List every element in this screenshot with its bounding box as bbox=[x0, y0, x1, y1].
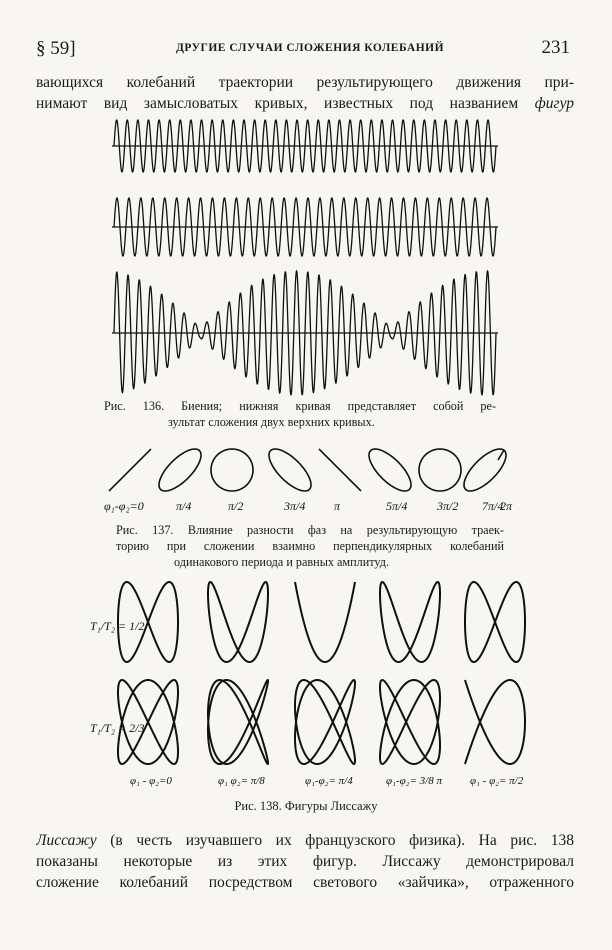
phase-label-1: φ₁-φ₂=0 bbox=[104, 499, 144, 513]
paragraph-bottom-line-3: сложение колебаний посредством светового «зайчика», отраженного bbox=[36, 874, 574, 891]
paragraph-top bbox=[36, 72, 574, 114]
lissajous-phase-label-3: φ₁-φ₂= π/4 bbox=[305, 775, 353, 787]
caption-136-line-2: зультат сложения двух верхних кривых. bbox=[168, 415, 375, 429]
lissajous-1-2-5 bbox=[465, 582, 525, 662]
ratio-label-1: T₁/T₂ = 1/2 bbox=[90, 619, 145, 633]
term-lissajous: Лиссажу bbox=[36, 832, 97, 849]
phase-label-4: 3π/4 bbox=[284, 499, 306, 513]
phase-label-3: π/2 bbox=[228, 499, 244, 513]
phase-label-8: 7π/4 bbox=[482, 499, 504, 513]
phase-shape-7 bbox=[419, 449, 461, 491]
paragraph-bottom-line-1-text: (в честь изучавшего их французского физика). На рис. 138 bbox=[96, 832, 574, 849]
caption-137-line-2: торию при сложении взаимно перпендикулярных колебаний bbox=[116, 539, 504, 553]
phase-label-9: 2π bbox=[500, 499, 513, 513]
phase-label-6: 5π/4 bbox=[386, 499, 408, 513]
figure-138 bbox=[0, 572, 612, 813]
lissajous-1-2-2 bbox=[208, 582, 268, 662]
lissajous-figures bbox=[0, 572, 612, 802]
phase-shape-2pi bbox=[498, 450, 504, 460]
caption-137 bbox=[116, 522, 504, 570]
lissajous-2-3-3 bbox=[295, 680, 355, 764]
phase-shape-8 bbox=[464, 449, 506, 491]
beats-plot bbox=[0, 115, 612, 405]
phase-shapes bbox=[0, 440, 612, 520]
figure-136 bbox=[0, 115, 612, 429]
paragraph-top-line-2 bbox=[36, 93, 574, 114]
phase-shape-1 bbox=[109, 449, 151, 491]
paragraph-bottom-line-2: показаны некоторые из этих фигур. Лиссажу демонстрировал bbox=[36, 853, 574, 870]
lissajous-2-3-4 bbox=[380, 680, 440, 764]
phase-label-2: π/4 bbox=[176, 499, 192, 513]
lissajous-phase-label-5: φ₁ - φ₂= π/2 bbox=[470, 775, 524, 787]
paragraph-bottom bbox=[36, 830, 574, 893]
lissajous-phase-label-4: φ₁-φ₂= 3/8 π bbox=[386, 775, 442, 787]
caption-136-line-1: Рис. 136. Биения; нижняя кривая представляет собой ре- bbox=[104, 399, 496, 413]
phase-shape-4 bbox=[269, 449, 311, 491]
lissajous-phase-label-2: φ₁ φ₂= π/8 bbox=[218, 775, 265, 787]
caption-137-line-3: одинакового периода и равных амплитуд. bbox=[174, 555, 390, 569]
phase-shape-3 bbox=[211, 449, 253, 491]
phase-label-5: π bbox=[334, 499, 341, 513]
ratio-label-2: T₁/T₂ = 2/3 bbox=[90, 721, 145, 735]
paragraph-top-line-2-text: нимают вид замысловатых кривых, известных под названием bbox=[36, 95, 519, 112]
lissajous-2-3-2 bbox=[208, 680, 268, 764]
lissajous-phase-label-1: φ₁ - φ₂=0 bbox=[130, 775, 172, 787]
caption-138: Рис. 138. Фигуры Лиссажу bbox=[234, 799, 378, 813]
lissajous-1-2-3 bbox=[295, 582, 355, 662]
lissajous-1-2-4 bbox=[380, 582, 440, 662]
caption-136 bbox=[104, 398, 496, 430]
paragraph-top-line-1: вающихся колебаний траектории результирующего движения при- bbox=[36, 74, 574, 91]
figure-137 bbox=[0, 440, 612, 569]
phase-shape-2 bbox=[159, 449, 201, 491]
paragraph-bottom-line-1 bbox=[36, 830, 574, 851]
running-title: ДРУГИЕ СЛУЧАИ СЛОЖЕНИЯ КОЛЕБАНИЙ bbox=[175, 42, 445, 54]
lissajous-2-3-5 bbox=[465, 680, 525, 764]
page-number: 231 bbox=[541, 37, 570, 58]
phase-shape-6 bbox=[369, 449, 411, 491]
caption-137-line-1: Рис. 137. Влияние разности фаз на результирующую траек- bbox=[116, 523, 504, 537]
term-figur: фигур bbox=[534, 95, 574, 112]
phase-shape-5 bbox=[319, 449, 361, 491]
section-number: § 59] bbox=[36, 38, 76, 59]
phase-label-7: 3π/2 bbox=[437, 499, 459, 513]
